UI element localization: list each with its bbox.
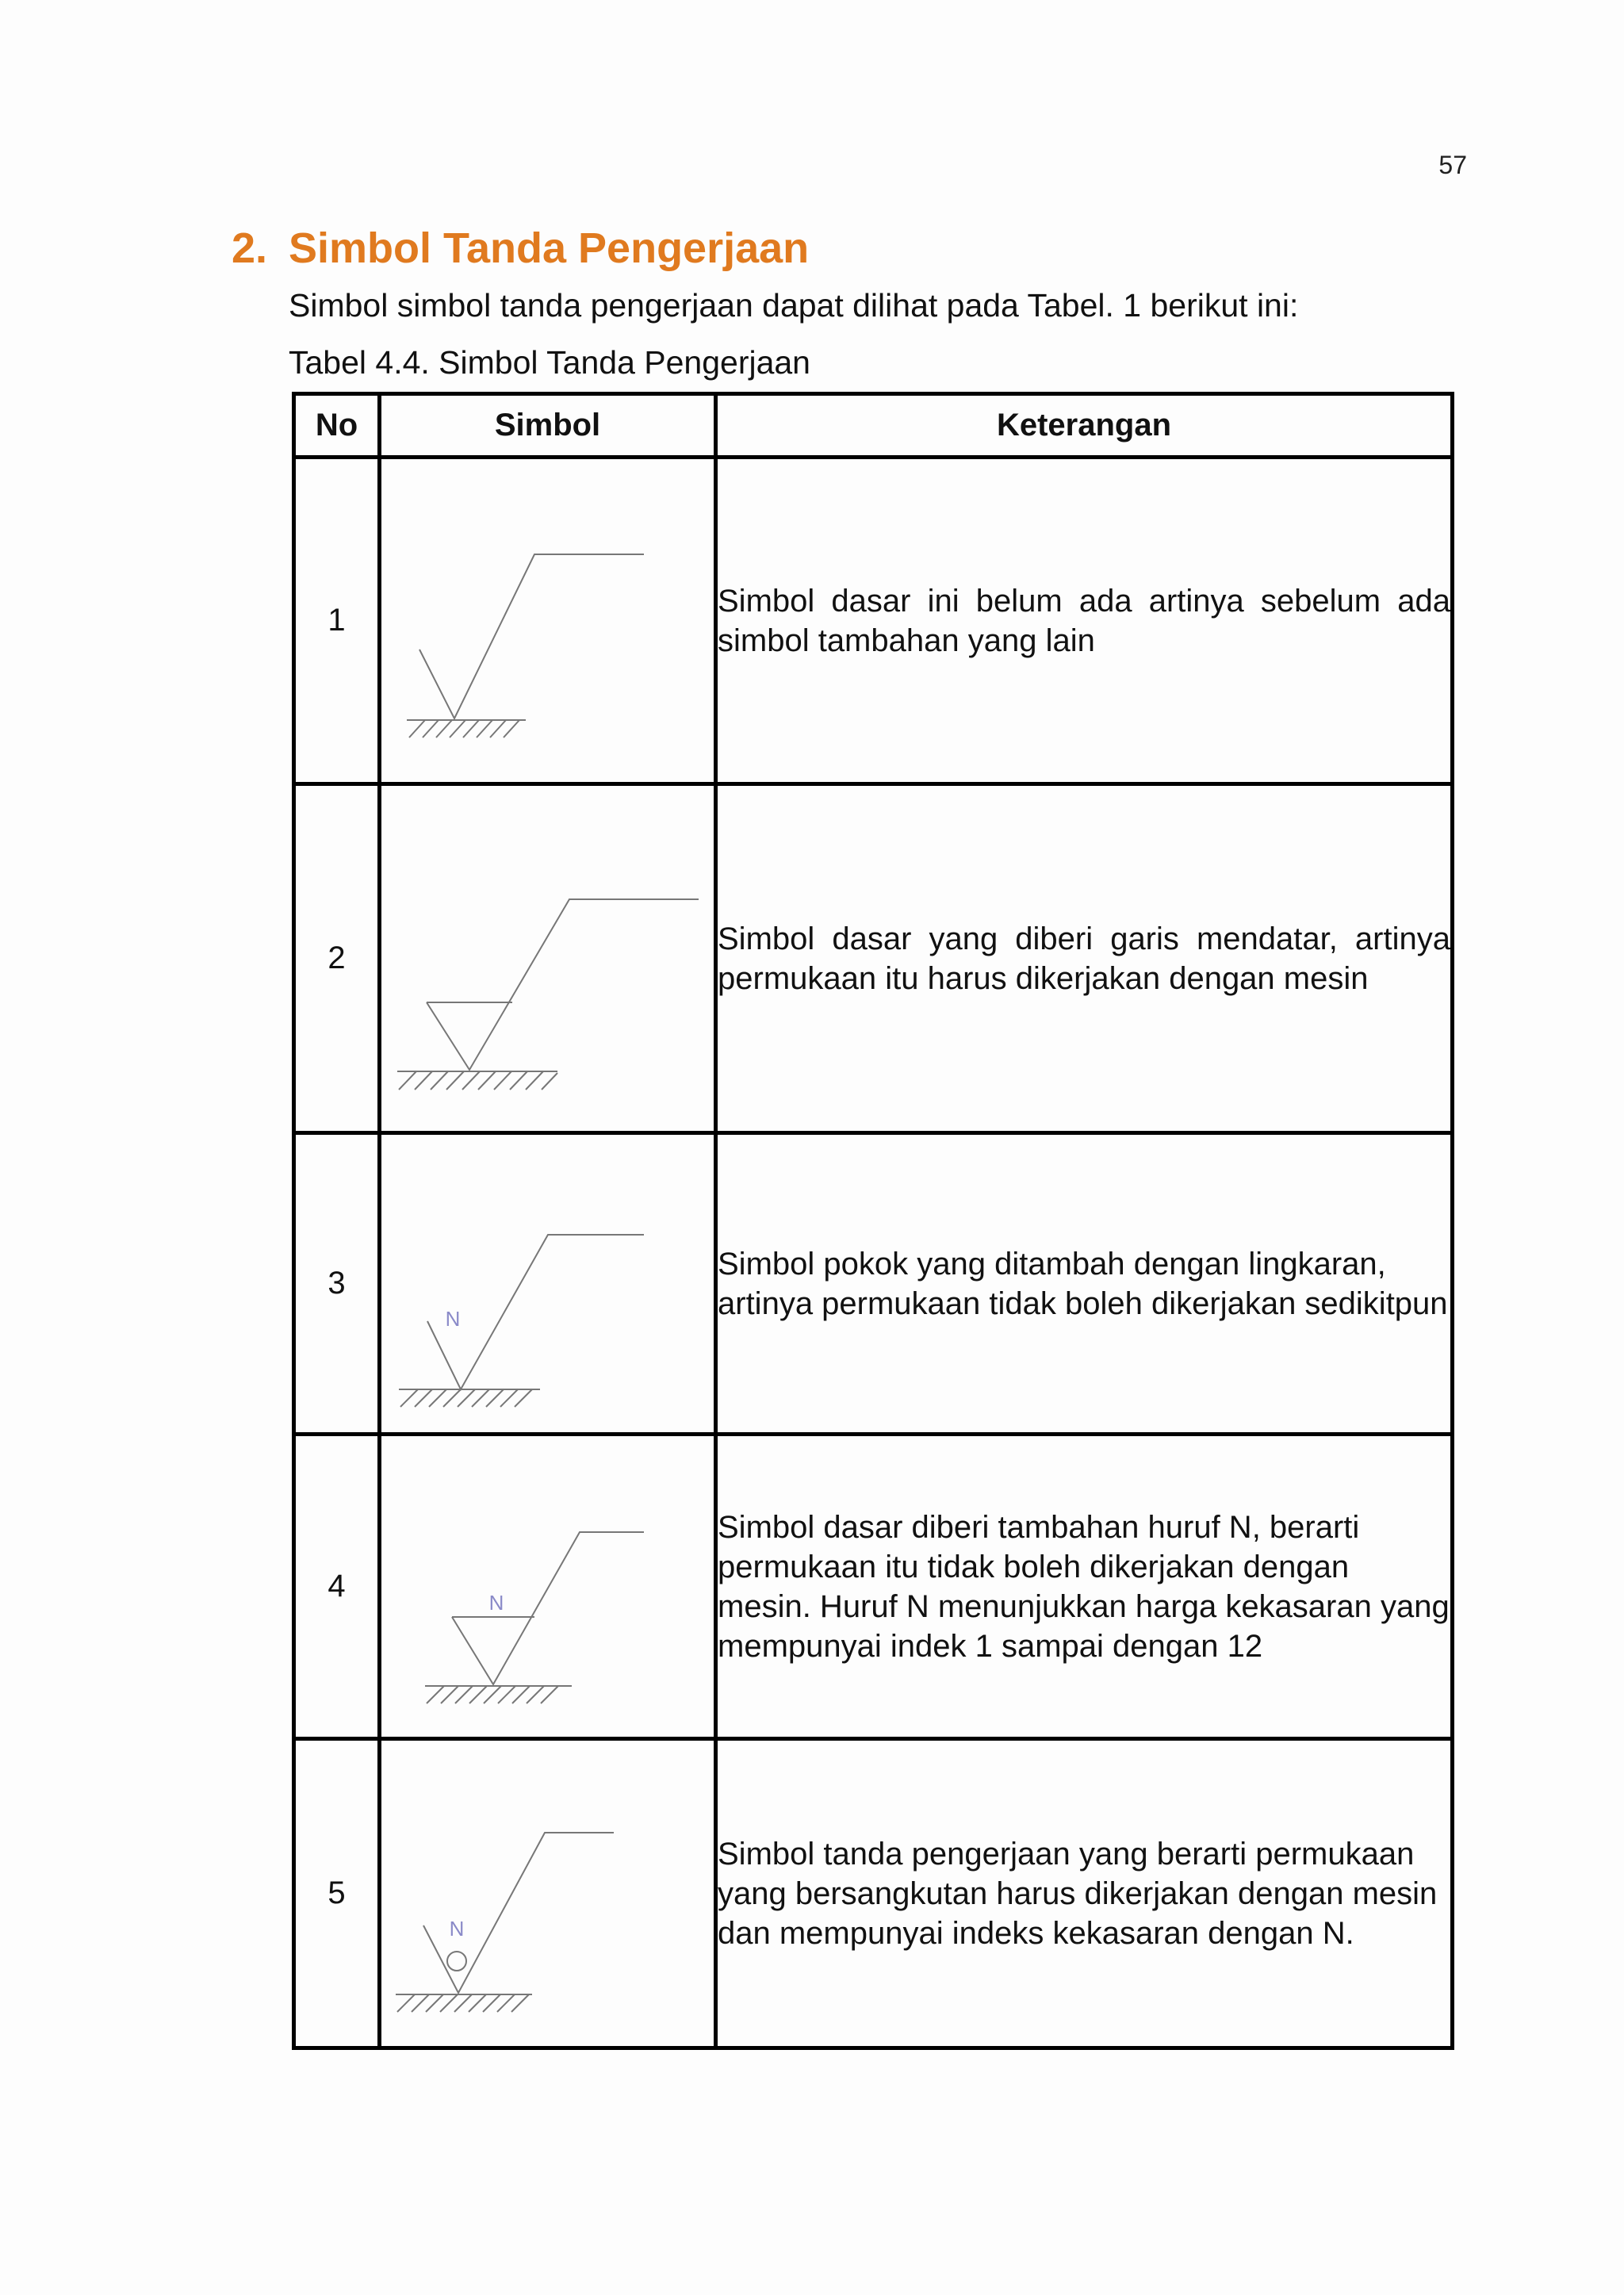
roughness-n-label: N	[488, 1590, 504, 1615]
row-description: Simbol pokok yang ditambah dengan lingkaran, artinya permukaan tidak boleh dikerjakan sedikitpun	[716, 1133, 1453, 1435]
section-title	[232, 224, 809, 273]
symbol-cell	[380, 458, 716, 784]
symbol-cell	[380, 1133, 716, 1435]
row-number: 4	[294, 1435, 380, 1739]
symbol-cell	[380, 1435, 716, 1739]
table-row	[294, 784, 1453, 1133]
table-row	[294, 1739, 1453, 2048]
surface-machined-symbol-icon	[381, 788, 714, 1129]
row-description: Simbol dasar diberi tambahan huruf N, berarti permukaan itu tidak boleh dikerjakan dengan mesin. Huruf N menunjukkan harga kekasaran yang mempunyai indek 1 sampai dengan 12	[716, 1435, 1453, 1739]
table-row	[294, 1435, 1453, 1739]
surface-basic-symbol-icon	[381, 462, 714, 780]
row-number: 2	[294, 784, 380, 1133]
surface-machined-roughness-symbol-icon	[381, 1743, 714, 2044]
surface-roughness-symbol-icon	[381, 1439, 714, 1735]
row-description: Simbol dasar yang diberi garis mendatar, artinya permukaan itu harus dikerjakan dengan mesin	[716, 784, 1453, 1133]
header-keterangan: Keterangan	[716, 394, 1453, 458]
section-title-text: Simbol Tanda Pengerjaan	[289, 224, 810, 272]
symbol-table	[292, 392, 1454, 2050]
section-number: 2.	[232, 224, 268, 272]
symbol-cell	[380, 784, 716, 1133]
symbol-cell	[380, 1739, 716, 2048]
row-number: 3	[294, 1133, 380, 1435]
row-number: 5	[294, 1739, 380, 2048]
roughness-n-label: N	[449, 1916, 465, 1941]
table-caption: Tabel 4.4. Simbol Tanda Pengerjaan	[289, 344, 810, 381]
table-row	[294, 458, 1453, 784]
table-header-row	[294, 394, 1453, 458]
header-simbol: Simbol	[380, 394, 716, 458]
page-number: 57	[1438, 151, 1467, 179]
intro-text: Simbol simbol tanda pengerjaan dapat dilihat pada Tabel. 1 berikut ini:	[289, 287, 1299, 324]
row-description: Simbol tanda pengerjaan yang berarti permukaan yang bersangkutan harus dikerjakan dengan mesin dan mempunyai indeks kekasaran dengan N.	[716, 1739, 1453, 2048]
roughness-n-label: N	[445, 1306, 461, 1331]
surface-no-removal-symbol-icon	[381, 1137, 714, 1431]
header-no: No	[294, 394, 380, 458]
row-description: Simbol dasar ini belum ada artinya sebelum ada simbol tambahan yang lain	[716, 458, 1453, 784]
table-row	[294, 1133, 1453, 1435]
row-number: 1	[294, 458, 380, 784]
